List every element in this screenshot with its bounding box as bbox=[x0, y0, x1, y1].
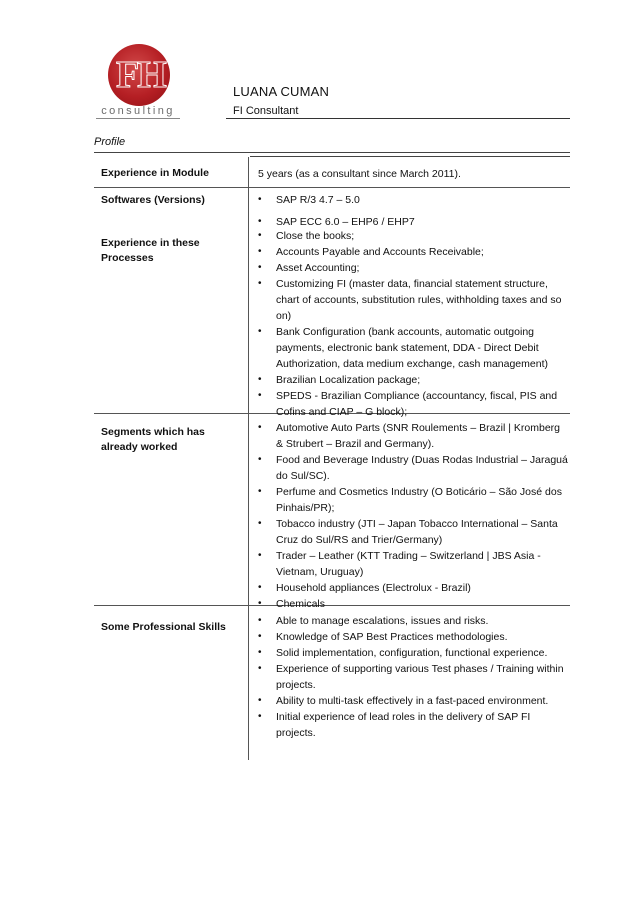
bullet-icon: • bbox=[258, 422, 262, 433]
list-item: • Ability to multi-task effectively in a fast-paced environment. bbox=[258, 695, 549, 707]
bullet-icon: • bbox=[258, 278, 262, 289]
label-experience-module: Experience in Module bbox=[101, 167, 209, 179]
list-skills bbox=[258, 613, 568, 741]
bullet-icon: • bbox=[258, 486, 262, 497]
bullet-icon: • bbox=[258, 454, 262, 465]
list-item: • Bank Configuration (bank accounts, automatic outgoing payments, electronic bank statement, DDA - Direct Debit Authorization, data medium exchange, cash management) bbox=[258, 326, 548, 370]
list-softwares bbox=[258, 192, 568, 230]
list-item: • Household appliances (Electrolux - Brazil) bbox=[258, 582, 471, 594]
value-experience-module: 5 years (as a consultant since March 2011). bbox=[258, 168, 461, 180]
list-item: • SPEDS - Brazilian Compliance (accountancy, fiscal, PIS and Cofins and CIAP – G block); bbox=[258, 390, 558, 418]
bullet-icon: • bbox=[258, 230, 262, 241]
list-item: • Experience of supporting various Test phases / Training within projects. bbox=[258, 663, 564, 691]
table-column-divider bbox=[248, 157, 249, 760]
logo-letters: FH bbox=[116, 54, 165, 96]
list-item: • SAP R/3 4.7 – 5.0 bbox=[258, 194, 360, 206]
list-item: • Trader – Leather (KTT Trading – Switzerland | JBS Asia - Vietnam, Uruguay) bbox=[258, 550, 541, 578]
bullet-icon: • bbox=[258, 598, 262, 609]
section-divider-secondary bbox=[250, 156, 570, 157]
row-divider bbox=[94, 187, 570, 188]
bullet-icon: • bbox=[258, 582, 262, 593]
list-item: • Initial experience of lead roles in the delivery of SAP FI projects. bbox=[258, 711, 531, 739]
bullet-icon: • bbox=[258, 615, 262, 626]
logo-underline bbox=[96, 118, 180, 119]
list-segments bbox=[258, 420, 568, 612]
label-skills: Some Professional Skills bbox=[101, 621, 226, 633]
list-item: • Perfume and Cosmetics Industry (O Boticário – São José dos Pinhais/PR); bbox=[258, 486, 562, 514]
header-divider bbox=[226, 118, 570, 119]
bullet-icon: • bbox=[258, 390, 262, 401]
bullet-icon: • bbox=[258, 663, 262, 674]
bullet-icon: • bbox=[258, 374, 262, 385]
label-processes: Experience in these Processes bbox=[101, 237, 200, 264]
logo-word: consulting bbox=[101, 105, 175, 117]
section-title: Profile bbox=[94, 136, 126, 148]
person-name: LUANA CUMAN bbox=[233, 84, 330, 99]
section-divider bbox=[94, 152, 570, 153]
bullet-icon: • bbox=[258, 246, 262, 257]
bullet-icon: • bbox=[258, 550, 262, 561]
list-item: • Customizing FI (master data, financial statement structure, chart of accounts, substitution rules, withholding taxes and so on) bbox=[258, 278, 562, 322]
company-logo bbox=[96, 44, 180, 119]
list-item: • Knowledge of SAP Best Practices methodologies. bbox=[258, 631, 508, 643]
bullet-icon: • bbox=[258, 695, 262, 706]
list-item: • Tobacco industry (JTI – Japan Tobacco International – Santa Cruz do Sul/RS and Trier/Germany) bbox=[258, 518, 558, 546]
list-item: • Asset Accounting; bbox=[258, 262, 360, 274]
bullet-icon: • bbox=[258, 216, 262, 227]
bullet-icon: • bbox=[258, 326, 262, 337]
list-item: • SAP ECC 6.0 – EHP6 / EHP7 bbox=[258, 216, 415, 228]
label-softwares: Softwares (Versions) bbox=[101, 194, 205, 206]
bullet-icon: • bbox=[258, 631, 262, 642]
list-item: • Automotive Auto Parts (SNR Roulements – Brazil | Kromberg & Strubert – Brazil and Germany). bbox=[258, 422, 561, 450]
list-item: • Accounts Payable and Accounts Receivable; bbox=[258, 246, 484, 258]
bullet-icon: • bbox=[258, 194, 262, 205]
list-item: • Close the books; bbox=[258, 230, 355, 242]
bullet-icon: • bbox=[258, 711, 262, 722]
bullet-icon: • bbox=[258, 647, 262, 658]
bullet-icon: • bbox=[258, 518, 262, 529]
list-item: • Brazilian Localization package; bbox=[258, 374, 421, 386]
bullet-icon: • bbox=[258, 262, 262, 273]
list-processes bbox=[258, 228, 568, 420]
list-item: • Solid implementation, configuration, functional experience. bbox=[258, 647, 548, 659]
list-item: • Chemicals bbox=[258, 598, 326, 610]
list-item: • Able to manage escalations, issues and risks. bbox=[258, 615, 489, 627]
person-role: FI Consultant bbox=[233, 105, 299, 117]
list-item: • Food and Beverage Industry (Duas Rodas Industrial – Jaraguá do Sul/SC). bbox=[258, 454, 568, 482]
label-segments: Segments which has already worked bbox=[101, 426, 205, 453]
